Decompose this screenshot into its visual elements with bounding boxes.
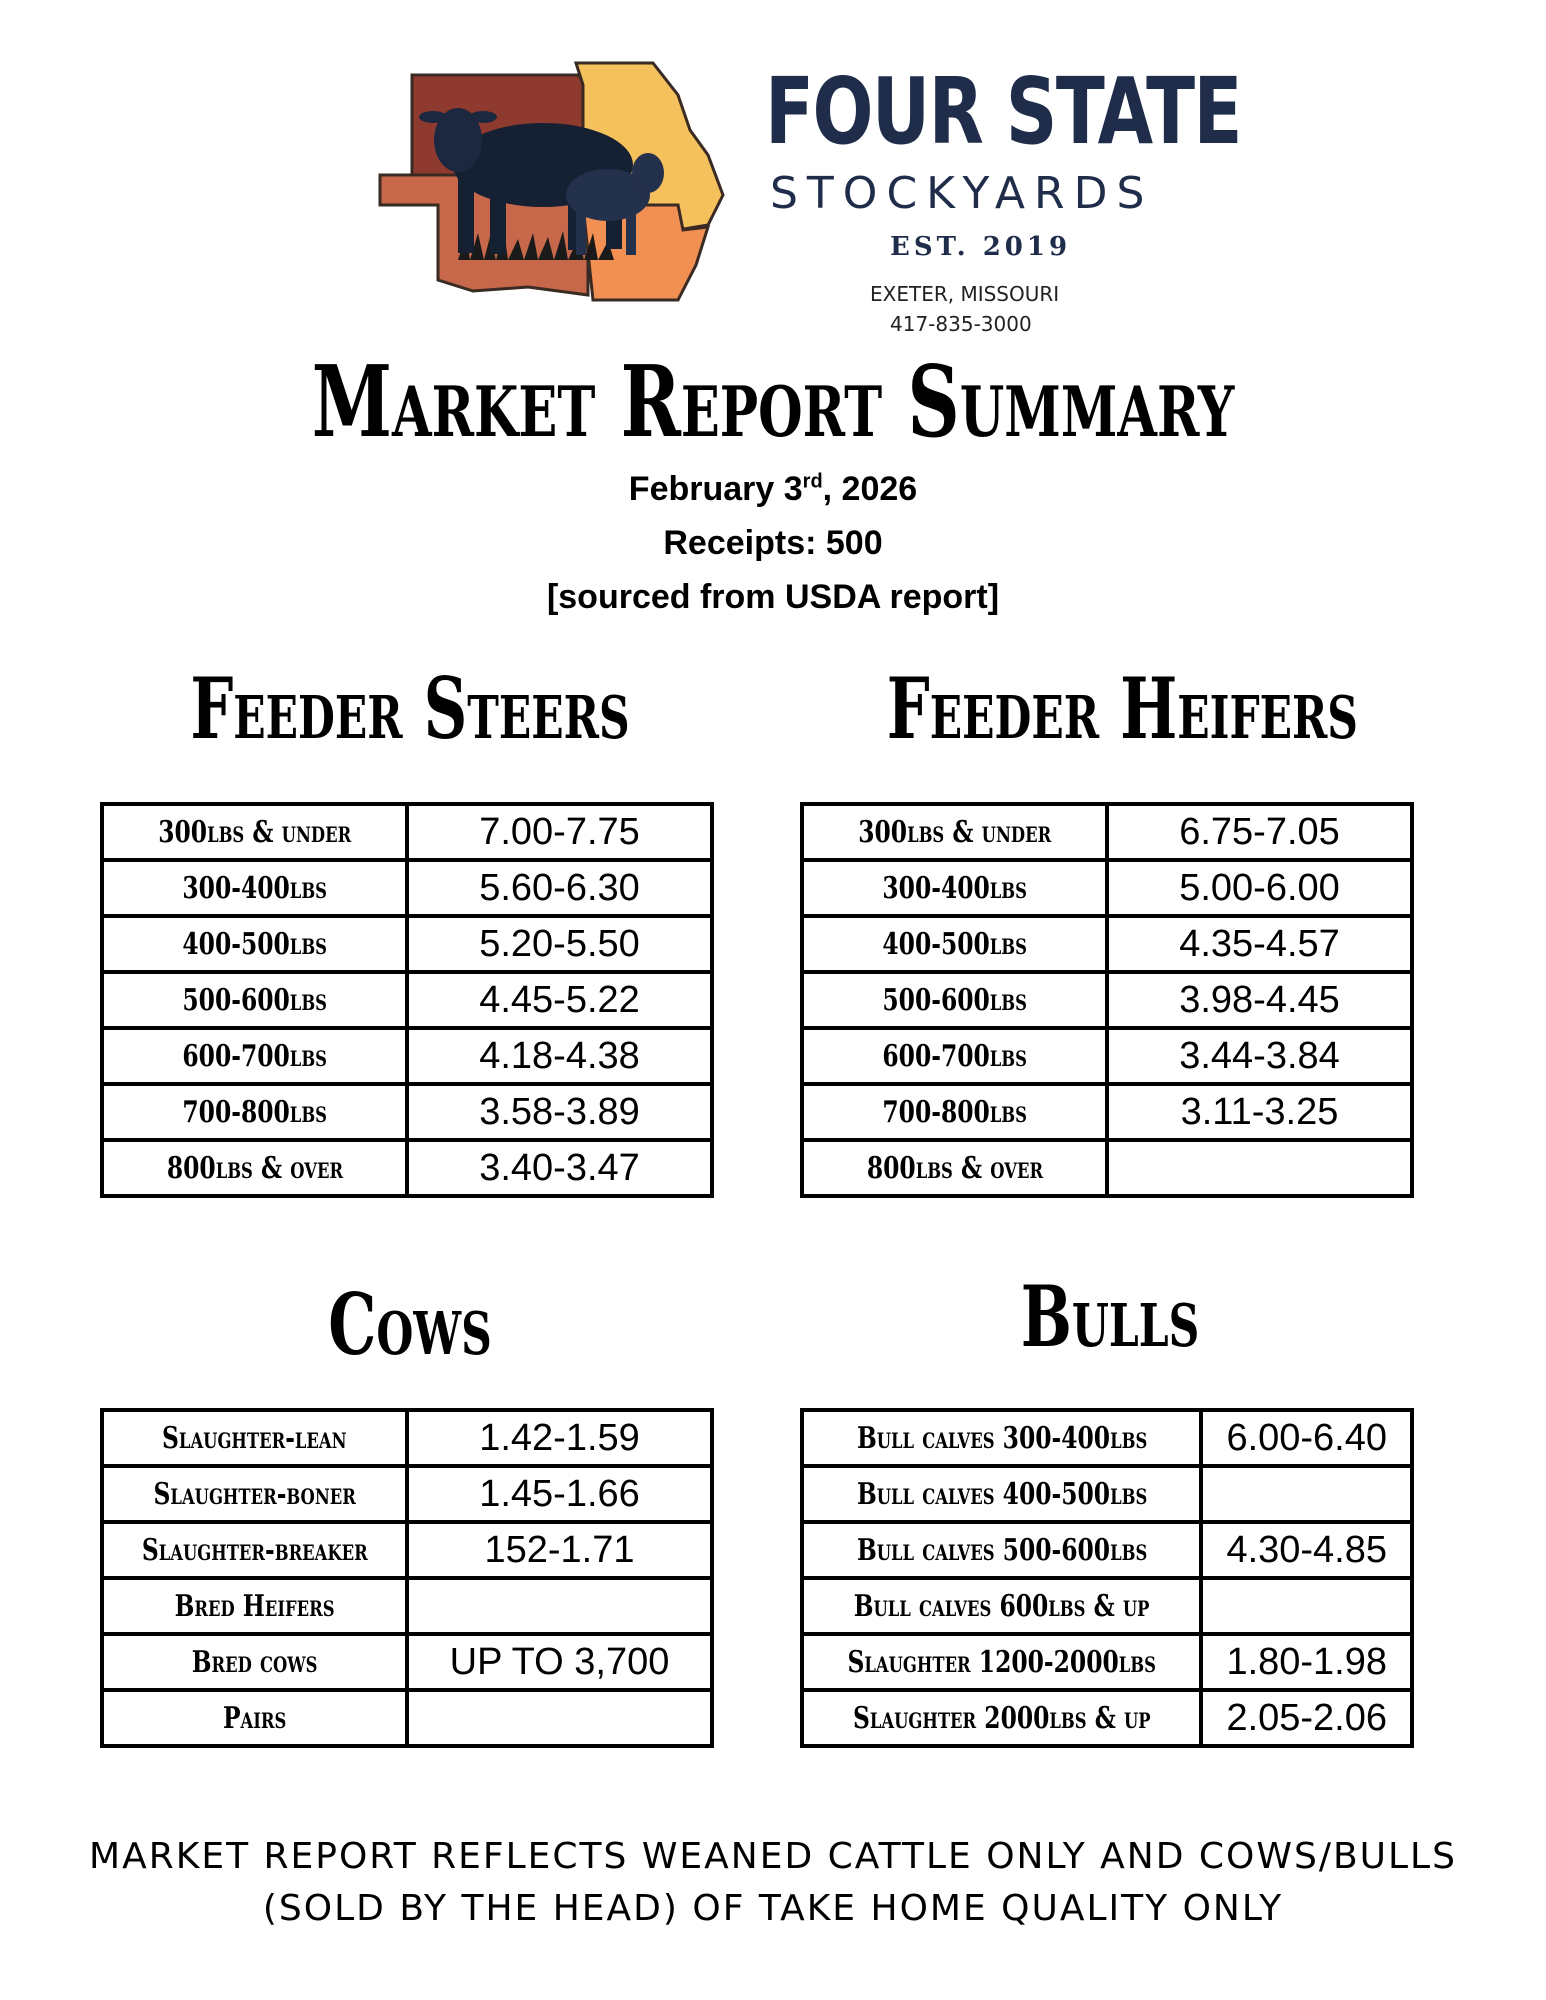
category-label: Pairs [222, 1700, 287, 1736]
price-cell [407, 1690, 712, 1746]
table-row [102, 1028, 712, 1084]
category-label: Bull calves 300-400lbs [856, 1420, 1147, 1456]
category-label: Bred cows [191, 1644, 318, 1680]
category-label: 400-500lbs [182, 926, 327, 962]
category-label: 500-600lbs [882, 982, 1027, 1018]
category-label: Bull calves 600lbs & up [853, 1588, 1150, 1624]
table-row [102, 1466, 712, 1522]
table-row [802, 972, 1412, 1028]
category-label: 300-400lbs [182, 870, 327, 906]
bulls-table [800, 1408, 1414, 1748]
price-cell [407, 1578, 712, 1634]
price-cell: 3.11-3.25 [1107, 1084, 1412, 1140]
category-cell [802, 1690, 1201, 1746]
cows-title: Cows [328, 1275, 492, 1374]
table-row [802, 1028, 1412, 1084]
category-cell [802, 1140, 1107, 1196]
category-cell [802, 1634, 1201, 1690]
table-row [102, 916, 712, 972]
table-row [802, 1466, 1412, 1522]
category-label: 400-500lbs [882, 926, 1027, 962]
price-cell: 3.98-4.45 [1107, 972, 1412, 1028]
price-cell [1201, 1578, 1412, 1634]
category-cell [102, 1410, 407, 1466]
category-cell [102, 1466, 407, 1522]
report-title: Market Report Summary [311, 345, 1235, 460]
category-cell [802, 1028, 1107, 1084]
category-cell [102, 916, 407, 972]
price-cell [1201, 1466, 1412, 1522]
category-label: Slaughter 1200-2000lbs [847, 1644, 1156, 1680]
table-row [102, 1140, 712, 1196]
category-label: 800lbs & over [166, 1150, 343, 1186]
category-cell [102, 1522, 407, 1578]
category-label: 300lbs & under [857, 814, 1052, 850]
table-row [102, 1578, 712, 1634]
category-label: 300-400lbs [882, 870, 1027, 906]
table-row [102, 972, 712, 1028]
table-row [102, 1690, 712, 1746]
table-row [802, 1634, 1412, 1690]
table-row [102, 1084, 712, 1140]
table-row [802, 1578, 1412, 1634]
category-label: 500-600lbs [182, 982, 327, 1018]
category-cell [802, 916, 1107, 972]
price-cell: UP TO 3,700 [407, 1634, 712, 1690]
category-cell [102, 804, 407, 860]
category-label: 600-700lbs [182, 1038, 327, 1074]
date-superscript: rd [802, 470, 823, 493]
price-cell: 6.75-7.05 [1107, 804, 1412, 860]
report-source: [sourced from USDA report] [546, 578, 1000, 616]
brand-name: FOUR STATE [765, 58, 1241, 165]
table-row [802, 804, 1412, 860]
four-states-map-logo [378, 55, 758, 320]
price-cell: 1.42-1.59 [407, 1410, 712, 1466]
category-cell [802, 1522, 1201, 1578]
brand-established: EST. 2019 [890, 232, 1072, 262]
table-row [102, 1634, 712, 1690]
category-cell [802, 972, 1107, 1028]
price-cell: 7.00-7.75 [407, 804, 712, 860]
category-cell [102, 1140, 407, 1196]
table-row [802, 1522, 1412, 1578]
price-cell: 5.20-5.50 [407, 916, 712, 972]
category-cell [102, 1690, 407, 1746]
price-cell: 3.40-3.47 [407, 1140, 712, 1196]
category-label: 600-700lbs [882, 1038, 1027, 1074]
category-label: 800lbs & over [866, 1150, 1043, 1186]
category-cell [802, 1578, 1201, 1634]
footer-line-1: MARKET REPORT REFLECTS WEANED CATTLE ONLY AND COWS/BULLS [89, 1836, 1457, 1877]
table-row [802, 1140, 1412, 1196]
category-label: 700-800lbs [882, 1094, 1027, 1130]
category-label: Slaughter-breaker [141, 1532, 368, 1568]
price-cell: 1.80-1.98 [1201, 1634, 1412, 1690]
price-cell: 5.00-6.00 [1107, 860, 1412, 916]
brand-phone: 417-835-3000 [890, 312, 1032, 336]
category-cell [102, 1084, 407, 1140]
category-cell [102, 1578, 407, 1634]
price-cell: 4.45-5.22 [407, 972, 712, 1028]
brand-city: EXETER, MISSOURI [870, 282, 1060, 306]
price-cell: 4.30-4.85 [1201, 1522, 1412, 1578]
steers-table [100, 802, 714, 1198]
price-cell: 152-1.71 [407, 1522, 712, 1578]
category-label: Slaughter 2000lbs & up [852, 1700, 1151, 1736]
brand-subtitle: STOCKYARDS [770, 168, 1154, 219]
heifers-table [800, 802, 1414, 1198]
table-row [102, 804, 712, 860]
table-row [802, 1084, 1412, 1140]
category-cell [802, 804, 1107, 860]
category-label: Bull calves 400-500lbs [856, 1476, 1147, 1512]
category-cell [102, 972, 407, 1028]
category-cell [102, 1028, 407, 1084]
category-cell [102, 1634, 407, 1690]
price-cell: 5.60-6.30 [407, 860, 712, 916]
price-cell: 4.18-4.38 [407, 1028, 712, 1084]
date-prefix: February 3 [628, 470, 803, 508]
category-label: 700-800lbs [182, 1094, 327, 1130]
price-cell [1107, 1140, 1412, 1196]
table-row [102, 1522, 712, 1578]
price-cell: 4.35-4.57 [1107, 916, 1412, 972]
heifers-title: Feeder Heifers [886, 659, 1358, 758]
category-cell [802, 1466, 1201, 1522]
category-cell [802, 1410, 1201, 1466]
price-cell: 3.58-3.89 [407, 1084, 712, 1140]
category-label: Slaughter-boner [153, 1476, 356, 1512]
table-row [802, 860, 1412, 916]
price-cell: 6.00-6.40 [1201, 1410, 1412, 1466]
category-label: Bred Heifers [174, 1588, 335, 1624]
table-row [102, 1410, 712, 1466]
category-label: Bull calves 500-600lbs [856, 1532, 1147, 1568]
category-cell [802, 860, 1107, 916]
price-cell: 2.05-2.06 [1201, 1690, 1412, 1746]
category-label: Slaughter-lean [162, 1420, 347, 1456]
price-cell: 3.44-3.84 [1107, 1028, 1412, 1084]
cows-table [100, 1408, 714, 1748]
table-row [802, 1410, 1412, 1466]
price-cell: 1.45-1.66 [407, 1466, 712, 1522]
category-label: 300lbs & under [157, 814, 352, 850]
table-row [802, 916, 1412, 972]
footer-line-2: (SOLD BY THE HEAD) OF TAKE HOME QUALITY ONLY [262, 1888, 1284, 1929]
date-suffix: , 2026 [822, 470, 918, 508]
report-receipts: Receipts: 500 [663, 524, 883, 562]
report-date [0, 470, 1546, 509]
table-row [102, 860, 712, 916]
category-cell [102, 860, 407, 916]
table-row [802, 1690, 1412, 1746]
category-cell [802, 1084, 1107, 1140]
steers-title: Feeder Steers [190, 659, 630, 758]
bulls-title: Bulls [1020, 1267, 1200, 1366]
